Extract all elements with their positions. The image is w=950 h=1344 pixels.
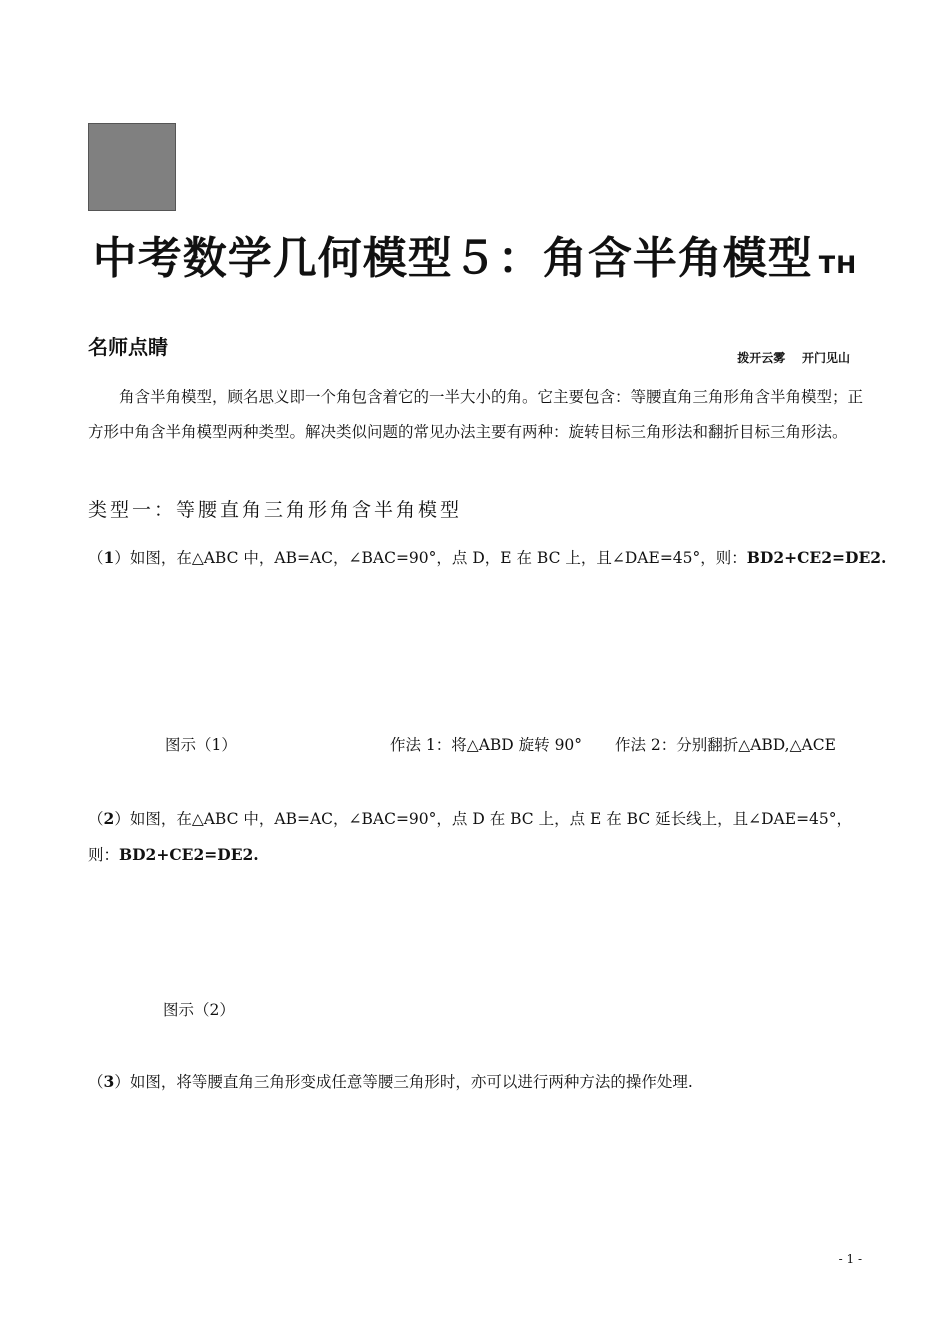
- title-text: 中考数学几何模型５：角含半角模型: [92, 233, 813, 284]
- figure2-caption: 图示（2）: [163, 1001, 235, 1019]
- case2-number: 2: [103, 809, 115, 828]
- page-number: - 1 -: [838, 1252, 862, 1266]
- title-suffix: TH: [818, 251, 858, 279]
- motto: 拨开云雾 开门见山: [737, 351, 850, 365]
- case1-paragraph: （1）如图，在△ABC 中，AB=AC，∠BAC=90°，点 D，E 在 BC 上，且∠DAE=45°，则：BD2+CE2=DE2.: [88, 548, 887, 567]
- case1-number: 1: [103, 548, 115, 567]
- case2-then: 则：: [88, 846, 120, 864]
- intro-paragraph: 角含半角模型，顾名思义即一个角包含着它的一半大小的角。它主要包含：等腰直角三角形角含半角模型；正方形中角含半角模型两种类型。解决类似问题的常见办法主要有两种：旋转目标三角形法和翻折目标三角形法。: [88, 388, 864, 441]
- case3-paragraph: （3）如图，将等腰直角三角形变成任意等腰三角形时，亦可以进行两种方法的操作处理.: [88, 1072, 693, 1091]
- method2-caption: 作法 2：分别翻折△ABD,△ACE: [615, 736, 836, 754]
- case2-paragraph: （2）如图，在△ABC 中，AB=AC，∠BAC=90°，点 D 在 BC 上，点 E 在 BC 延长线上，且∠DAE=45°，: [88, 809, 853, 828]
- case1-formula: BD2+CE2=DE2.: [746, 548, 887, 567]
- case2-text: ）如图，在△ABC 中，AB=AC，∠BAC=90°，点 D 在 BC 上，点 E 在 BC 延长线上，且∠DAE=45°，: [114, 810, 853, 828]
- case2-conclusion: [88, 837, 868, 873]
- type1-heading: 类型一：等腰直角三角形角含半角模型: [88, 499, 463, 521]
- case3-number: 3: [103, 1072, 115, 1091]
- case3-text: ）如图，将等腰直角三角形变成任意等腰三角形时，亦可以进行两种方法的操作处理.: [114, 1073, 693, 1091]
- section-heading: 名师点睛: [88, 335, 168, 359]
- logo-placeholder: [88, 123, 176, 211]
- page-title: [0, 222, 950, 286]
- method1-caption: 作法 1：将△ABD 旋转 90°: [390, 736, 583, 754]
- case1-text: ）如图，在△ABC 中，AB=AC，∠BAC=90°，点 D，E 在 BC 上，且∠DAE=45°，则：: [114, 549, 747, 567]
- case2-formula: BD2+CE2=DE2.: [119, 845, 259, 864]
- figure1-caption: 图示（1）: [165, 736, 237, 754]
